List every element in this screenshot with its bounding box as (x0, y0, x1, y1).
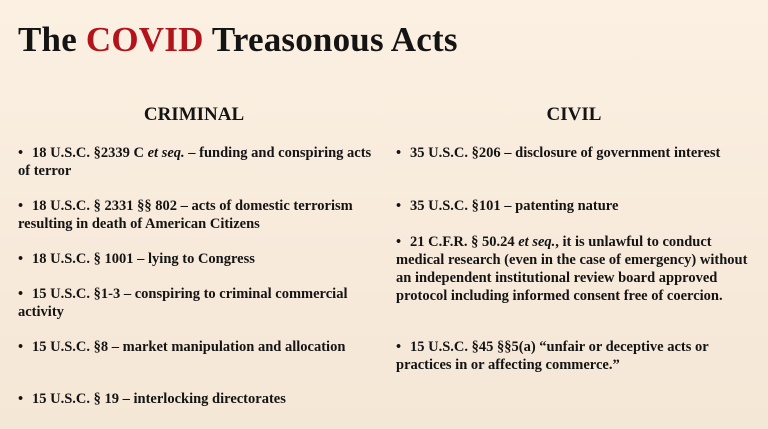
criminal-item (18, 250, 374, 268)
item-text: 35 U.S.C. §101 – patenting nature (410, 198, 619, 214)
bullet-icon: • (396, 234, 402, 250)
item-text-italic: et seq. (518, 234, 556, 250)
criminal-item (18, 197, 374, 233)
bullet-icon: • (396, 198, 402, 214)
civil-item (396, 144, 760, 162)
item-text-italic: et seq. (147, 145, 185, 161)
item-text: 15 U.S.C. § 19 – interlocking directorates (32, 391, 286, 407)
bullet-icon: • (18, 391, 24, 407)
title-accent-word: COVID (85, 20, 204, 59)
civil-item (396, 338, 760, 374)
item-text: 18 U.S.C. §2339 C (32, 145, 148, 161)
criminal-heading: CRIMINAL (143, 104, 245, 125)
criminal-item (18, 285, 374, 321)
civil-heading: CIVIL (546, 104, 602, 125)
bullet-icon: • (18, 145, 24, 161)
bullet-icon: • (18, 286, 24, 302)
item-text: 15 U.S.C. §8 – market manipulation and allocation (32, 339, 346, 355)
item-text: 15 U.S.C. §1-3 – conspiring to criminal commercial activity (18, 286, 348, 320)
bullet-icon: • (18, 198, 24, 214)
bullet-icon: • (18, 251, 24, 267)
civil-item (396, 233, 760, 305)
item-text: 15 U.S.C. §45 §§5(a) “unfair or deceptive acts or practices in or affecting commerce.” (396, 339, 709, 373)
item-text: 18 U.S.C. § 1001 – lying to Congress (32, 251, 255, 267)
bullet-icon: • (396, 145, 402, 161)
bullet-icon: • (18, 339, 24, 355)
page-title (18, 18, 458, 62)
civil-item (396, 197, 760, 215)
title-suffix: Treasonous Acts (203, 20, 458, 59)
criminal-item (18, 338, 374, 356)
item-text-rest: , it is unlawful to conduct medical research (even in the case of emergency) without an independent institutional review board approved protocol including informed consent free of coercion. (396, 234, 748, 304)
item-text: 18 U.S.C. § 2331 §§ 802 – acts of domestic terrorism resulting in death of American Citizens (18, 198, 353, 232)
criminal-item (18, 144, 374, 180)
criminal-item (18, 390, 374, 408)
bullet-icon: • (396, 339, 402, 355)
title-prefix: The (18, 20, 86, 59)
item-text-rest: – funding and conspiring acts of terror (18, 145, 372, 179)
item-text: 35 U.S.C. §206 – disclosure of government interest (410, 145, 721, 161)
item-text: 21 C.F.R. § 50.24 (410, 234, 519, 250)
